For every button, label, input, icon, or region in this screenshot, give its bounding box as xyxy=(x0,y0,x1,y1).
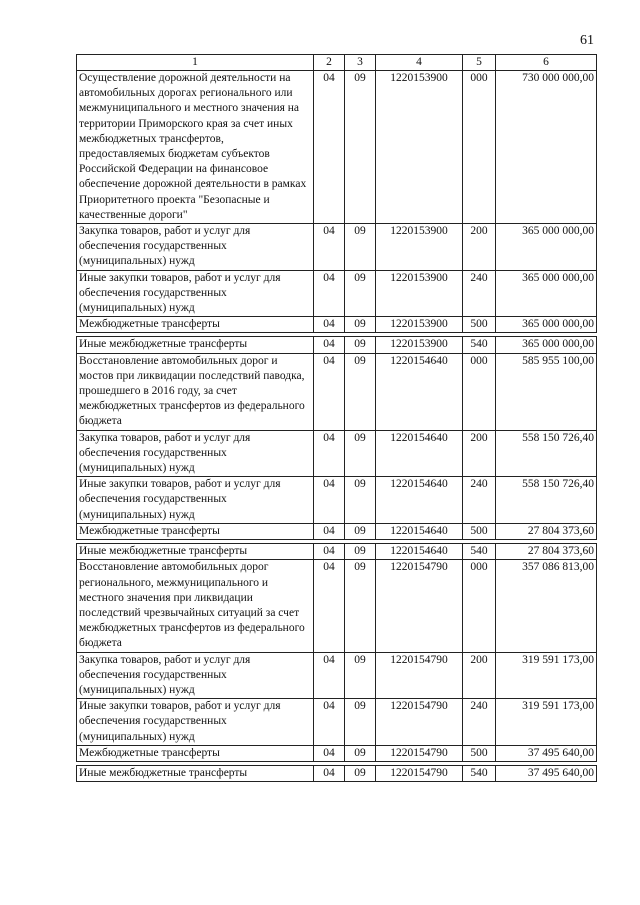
cell-expense-type: 540 xyxy=(463,765,496,781)
cell-section: 04 xyxy=(314,430,345,477)
cell-name: Закупка товаров, работ и услуг для обеспечения государственных (муниципальных) нужд xyxy=(77,652,314,699)
cell-amount: 27 804 373,60 xyxy=(496,544,597,560)
cell-target-article: 1220153900 xyxy=(376,337,463,353)
table-row xyxy=(77,745,597,761)
table-row xyxy=(77,71,597,224)
cell-target-article: 1220153900 xyxy=(376,317,463,333)
cell-subsection: 09 xyxy=(345,523,376,539)
cell-expense-type: 540 xyxy=(463,544,496,560)
cell-target-article: 1220154790 xyxy=(376,699,463,746)
cell-name: Иные межбюджетные трансферты xyxy=(77,765,314,781)
cell-amount: 558 150 726,40 xyxy=(496,477,597,524)
cell-amount: 558 150 726,40 xyxy=(496,430,597,477)
table-row xyxy=(77,765,597,781)
table-row xyxy=(77,544,597,560)
cell-amount: 365 000 000,00 xyxy=(496,224,597,271)
cell-amount: 365 000 000,00 xyxy=(496,337,597,353)
cell-expense-type: 240 xyxy=(463,477,496,524)
table-row xyxy=(77,560,597,652)
cell-subsection: 09 xyxy=(345,477,376,524)
cell-target-article: 1220154790 xyxy=(376,652,463,699)
cell-name: Иные закупки товаров, работ и услуг для обеспечения государственных (муниципальных) нужд xyxy=(77,699,314,746)
cell-amount: 27 804 373,60 xyxy=(496,523,597,539)
header-cell-amount: 6 xyxy=(496,55,597,71)
header-cell-section: 2 xyxy=(314,55,345,71)
cell-amount: 365 000 000,00 xyxy=(496,270,597,317)
cell-subsection: 09 xyxy=(345,317,376,333)
cell-expense-type: 000 xyxy=(463,71,496,224)
table-row xyxy=(77,337,597,353)
cell-amount: 357 086 813,00 xyxy=(496,560,597,652)
cell-name: Межбюджетные трансферты xyxy=(77,523,314,539)
cell-expense-type: 240 xyxy=(463,699,496,746)
cell-amount: 730 000 000,00 xyxy=(496,71,597,224)
cell-name: Закупка товаров, работ и услуг для обеспечения государственных (муниципальных) нужд xyxy=(77,430,314,477)
table-row xyxy=(77,699,597,746)
cell-target-article: 1220153900 xyxy=(376,270,463,317)
cell-name: Закупка товаров, работ и услуг для обеспечения государственных (муниципальных) нужд xyxy=(77,224,314,271)
cell-name: Иные межбюджетные трансферты xyxy=(77,337,314,353)
cell-subsection: 09 xyxy=(345,71,376,224)
cell-target-article: 1220154790 xyxy=(376,745,463,761)
cell-expense-type: 000 xyxy=(463,560,496,652)
cell-name: Межбюджетные трансферты xyxy=(77,745,314,761)
table-header-row xyxy=(77,55,597,71)
cell-section: 04 xyxy=(314,224,345,271)
cell-name: Восстановление автомобильных дорог регионального, межмуниципального и местного значения при ликвидации последствий чрезвычайных ситуаций за счет межбюджетных трансфертов из федерального бюджета xyxy=(77,560,314,652)
cell-subsection: 09 xyxy=(345,652,376,699)
cell-expense-type: 500 xyxy=(463,317,496,333)
table-row xyxy=(77,353,597,430)
cell-section: 04 xyxy=(314,477,345,524)
cell-section: 04 xyxy=(314,544,345,560)
cell-target-article: 1220154640 xyxy=(376,353,463,430)
cell-section: 04 xyxy=(314,745,345,761)
cell-name: Восстановление автомобильных дорог и мостов при ликвидации последствий паводка, прошедшего в 2016 году, за счет межбюджетных трансфертов из федерального бюджета xyxy=(77,353,314,430)
cell-section: 04 xyxy=(314,699,345,746)
cell-name: Осуществление дорожной деятельности на автомобильных дорогах регионального или межмуниципального и местного значения на территории Приморского края за счет иных межбюджетных трансфертов, предоставляемых бюджетам субъектов Российской Федерации на финансовое обеспечение дорожной деятельности в рамках Приоритетного проекта "Безопасные и качественные дороги" xyxy=(77,71,314,224)
cell-name: Иные межбюджетные трансферты xyxy=(77,544,314,560)
cell-subsection: 09 xyxy=(345,337,376,353)
table-row xyxy=(77,477,597,524)
cell-target-article: 1220154790 xyxy=(376,560,463,652)
cell-subsection: 09 xyxy=(345,430,376,477)
cell-expense-type: 200 xyxy=(463,224,496,271)
cell-section: 04 xyxy=(314,71,345,224)
cell-amount: 365 000 000,00 xyxy=(496,317,597,333)
cell-amount: 585 955 100,00 xyxy=(496,353,597,430)
cell-name: Иные закупки товаров, работ и услуг для обеспечения государственных (муниципальных) нужд xyxy=(77,477,314,524)
cell-expense-type: 500 xyxy=(463,745,496,761)
table-row xyxy=(77,317,597,333)
header-cell-expense-type: 5 xyxy=(463,55,496,71)
cell-target-article: 1220154790 xyxy=(376,765,463,781)
cell-target-article: 1220154640 xyxy=(376,544,463,560)
cell-expense-type: 500 xyxy=(463,523,496,539)
cell-name: Межбюджетные трансферты xyxy=(77,317,314,333)
table-row xyxy=(77,430,597,477)
cell-target-article: 1220154640 xyxy=(376,430,463,477)
cell-amount: 37 495 640,00 xyxy=(496,765,597,781)
cell-section: 04 xyxy=(314,337,345,353)
cell-expense-type: 540 xyxy=(463,337,496,353)
table-row xyxy=(77,523,597,539)
cell-target-article: 1220153900 xyxy=(376,224,463,271)
header-cell-target-article: 4 xyxy=(376,55,463,71)
cell-section: 04 xyxy=(314,270,345,317)
cell-amount: 319 591 173,00 xyxy=(496,652,597,699)
cell-target-article: 1220154640 xyxy=(376,477,463,524)
cell-section: 04 xyxy=(314,652,345,699)
cell-subsection: 09 xyxy=(345,224,376,271)
cell-target-article: 1220153900 xyxy=(376,71,463,224)
cell-expense-type: 200 xyxy=(463,430,496,477)
cell-subsection: 09 xyxy=(345,560,376,652)
cell-expense-type: 000 xyxy=(463,353,496,430)
cell-subsection: 09 xyxy=(345,699,376,746)
cell-section: 04 xyxy=(314,353,345,430)
cell-section: 04 xyxy=(314,523,345,539)
table-row xyxy=(77,652,597,699)
cell-subsection: 09 xyxy=(345,353,376,430)
cell-name: Иные закупки товаров, работ и услуг для обеспечения государственных (муниципальных) нужд xyxy=(77,270,314,317)
cell-subsection: 09 xyxy=(345,544,376,560)
cell-expense-type: 200 xyxy=(463,652,496,699)
cell-section: 04 xyxy=(314,317,345,333)
cell-subsection: 09 xyxy=(345,765,376,781)
cell-amount: 37 495 640,00 xyxy=(496,745,597,761)
header-cell-subsection: 3 xyxy=(345,55,376,71)
cell-section: 04 xyxy=(314,560,345,652)
table-body xyxy=(77,71,597,782)
cell-section: 04 xyxy=(314,765,345,781)
cell-expense-type: 240 xyxy=(463,270,496,317)
cell-subsection: 09 xyxy=(345,270,376,317)
cell-subsection: 09 xyxy=(345,745,376,761)
table-row xyxy=(77,270,597,317)
cell-target-article: 1220154640 xyxy=(376,523,463,539)
header-cell-name: 1 xyxy=(77,55,314,71)
table-row xyxy=(77,224,597,271)
budget-table xyxy=(76,54,597,782)
page-number: 61 xyxy=(580,33,594,48)
cell-amount: 319 591 173,00 xyxy=(496,699,597,746)
